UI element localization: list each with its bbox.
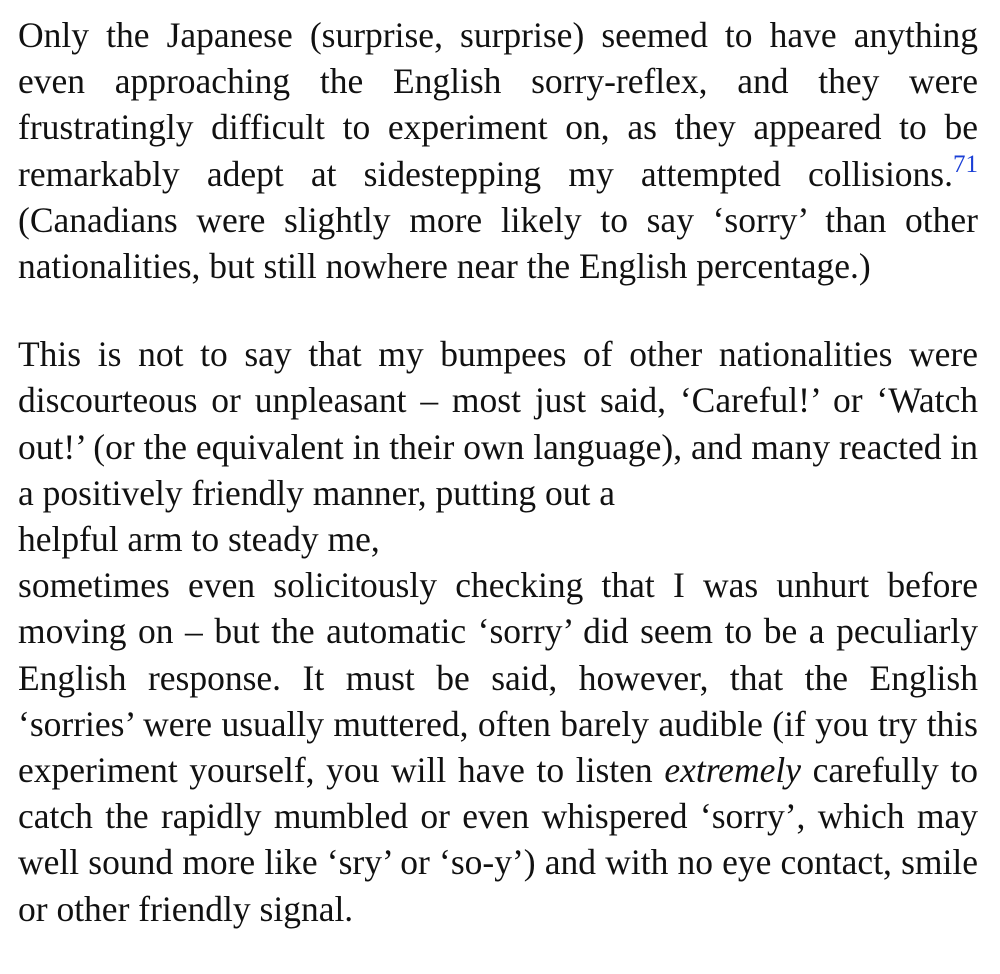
paragraph-japanese-sorry — [18, 12, 978, 289]
footnote-reference-link[interactable]: 71 — [953, 150, 978, 178]
paragraph-short-line: helpful arm to steady me, — [18, 519, 380, 560]
paragraph-continuation — [18, 562, 978, 932]
emphasized-word: extremely — [664, 750, 801, 791]
paragraph-text-after-note: (Canadians were slightly more likely to say ‘sorry’ than other nationalities, but still nowhere near the English percentage.) — [18, 199, 978, 287]
continuation-text-before-emphasis: sometimes even solicitously checking that I was unhurt before moving on – but the automatic ‘sorry’ did seem to be a peculiarly English response. It must be said, however, that the English ‘sorries’ were usually muttered, often barely audible (if you try this experiment yourself, you will have to listen — [18, 565, 978, 791]
paragraph-opening-lines: This is not to say that my bumpees of other nationalities were discourteous or unpleasant – most just said, ‘Careful!’ or ‘Watch out!’ (or the equivalent in their own language), and many reacted in a positively friendly manner, putting out a — [18, 334, 978, 513]
document-page — [18, 12, 978, 932]
paragraph-spacer — [18, 289, 978, 331]
continuation-text-after-emphasis: carefully to catch the rapidly mumbled or even whispered ‘sorry’, which may well sound more like ‘sry’ or ‘so-y’) and with no eye contact, smile or other friendly signal. — [18, 750, 978, 929]
paragraph-text-before-note: Only the Japanese (surprise, surprise) seemed to have anything even approaching the English sorry-reflex, and they were frustratingly difficult to experiment on, as they appeared to be remarkably adept at sidestepping my attempted collisions. — [18, 15, 978, 194]
paragraph-other-nationalities — [18, 331, 978, 932]
